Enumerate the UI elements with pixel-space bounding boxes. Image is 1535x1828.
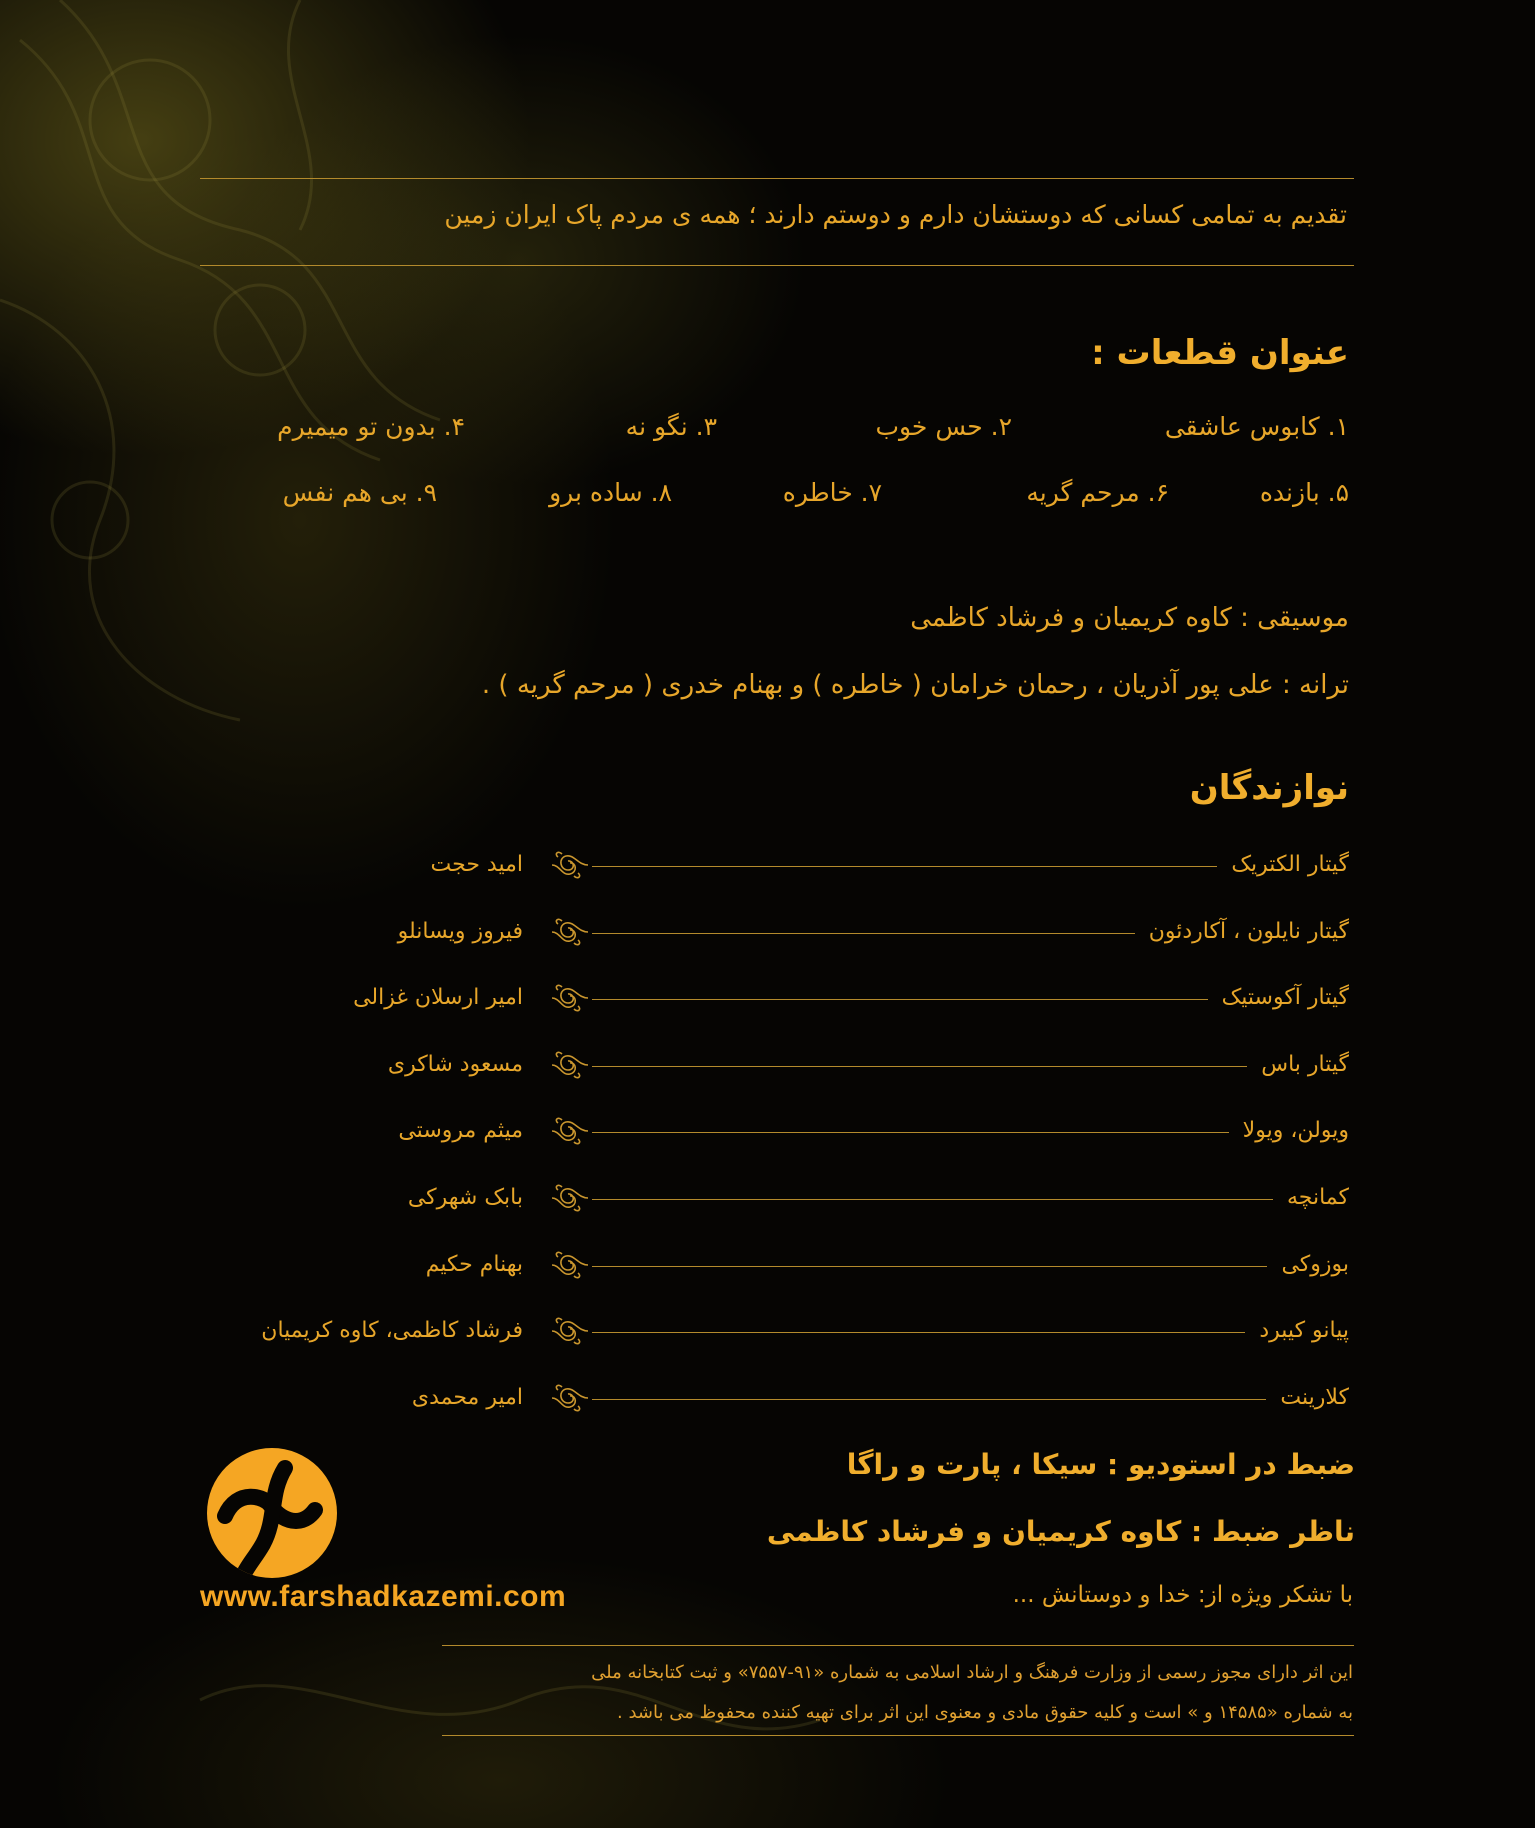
- instrument-label: کمانچه: [1286, 1185, 1349, 1210]
- instrument-label: گیتار باس: [1261, 1052, 1349, 1077]
- track-item: ۲. حس خوب: [875, 412, 1012, 441]
- ornament-icon: [548, 1381, 592, 1415]
- ornament-icon: [548, 1181, 592, 1215]
- instrument-label: گیتار آکوستیک: [1221, 985, 1349, 1010]
- ornament-icon: [548, 1248, 592, 1282]
- license-bottom-rule: [442, 1735, 1354, 1736]
- track-item: ۶. مرحم گریه: [1026, 478, 1169, 507]
- player-name: امیر محمدی: [411, 1385, 523, 1410]
- f-logo-icon: [207, 1448, 337, 1578]
- instrument-label: پیانو کیبرد: [1259, 1318, 1349, 1343]
- instrument-label: بوزوکی: [1281, 1252, 1349, 1277]
- top-rule: [200, 178, 1354, 179]
- leader-line: [592, 999, 1208, 1000]
- supervisor-credit: ناظر ضبط : کاوه کریمیان و فرشاد کاظمی: [766, 1515, 1355, 1548]
- leader-line: [592, 1199, 1273, 1200]
- studio-credit: ضبط در استودیو : سیکا ، پارت و راگا: [846, 1448, 1355, 1481]
- leader-line: [592, 1132, 1229, 1133]
- tracks-heading: عنوان قطعات :: [1091, 333, 1349, 373]
- leader-line: [592, 866, 1217, 867]
- music-credit: موسیقی : کاوه کریمیان و فرشاد کاظمی: [910, 603, 1349, 633]
- track-item: ۳. نگو نه: [625, 412, 717, 441]
- track-item: ۹. بی هم نفس: [282, 478, 437, 507]
- website-link[interactable]: www.farshadkazemi.com: [200, 1580, 567, 1613]
- leader-line: [592, 1332, 1245, 1333]
- player-name: امیر ارسلان غزالی: [353, 985, 523, 1010]
- license-line-2: به شماره «۱۴۵۸۵ و » است و کلیه حقوق مادی و معنوی این اثر برای تهیه کننده محفوظ می باشد .: [617, 1702, 1353, 1723]
- ornament-icon: [548, 981, 592, 1015]
- track-item: ۷. خاطره: [782, 478, 882, 507]
- dedication-bottom-rule: [200, 265, 1354, 266]
- thanks-text: با تشکر ویژه از: خدا و دوستانش ...: [1012, 1582, 1353, 1608]
- track-item: ۸. ساده برو: [549, 478, 672, 507]
- musicians-heading: نوازندگان: [1189, 768, 1349, 808]
- ornament-icon: [548, 1048, 592, 1082]
- license-top-rule: [442, 1645, 1354, 1646]
- license-line-1: این اثر دارای مجوز رسمی از وزارت فرهنگ و ارشاد اسلامی به شماره «۹۱-۷۵۵۷» و ثبت کتابخانه ملی: [591, 1662, 1353, 1683]
- player-name: بهنام حکیم: [425, 1252, 523, 1277]
- lyrics-credit: ترانه : علی پور آذریان ، رحمان خرامان ( خاطره ) و بهنام خدری ( مرحم گریه ) .: [481, 670, 1349, 700]
- dedication-text: تقدیم به تمامی کسانی که دوستشان دارم و دوستم دارند ؛ همه ی مردم پاک ایران زمین: [444, 200, 1347, 229]
- ornament-icon: [548, 1314, 592, 1348]
- leader-line: [592, 1266, 1267, 1267]
- instrument-label: گیتار الکتریک: [1231, 852, 1349, 877]
- instrument-label: ویولن، ویولا: [1242, 1118, 1349, 1143]
- player-name: امید حجت: [430, 852, 523, 877]
- player-name: فیروز ویسانلو: [397, 919, 523, 944]
- instrument-label: گیتار نایلون ، آکاردئون: [1148, 919, 1349, 944]
- player-name: بابک شهرکی: [407, 1185, 523, 1210]
- ornament-icon: [548, 915, 592, 949]
- leader-line: [592, 933, 1135, 934]
- ornament-icon: [548, 1114, 592, 1148]
- track-item: ۵. بازنده: [1259, 478, 1349, 507]
- player-name: میثم مروستی: [398, 1118, 523, 1143]
- track-item: ۴. بدون تو میمیرم: [277, 412, 465, 441]
- leader-line: [592, 1066, 1247, 1067]
- player-name: مسعود شاکری: [387, 1052, 523, 1077]
- leader-line: [592, 1399, 1266, 1400]
- ornament-icon: [548, 848, 592, 882]
- instrument-label: کلارینت: [1280, 1385, 1349, 1410]
- player-name: فرشاد کاظمی، کاوه کریمیان: [261, 1318, 523, 1343]
- track-item: ۱. کابوس عاشقی: [1164, 412, 1349, 441]
